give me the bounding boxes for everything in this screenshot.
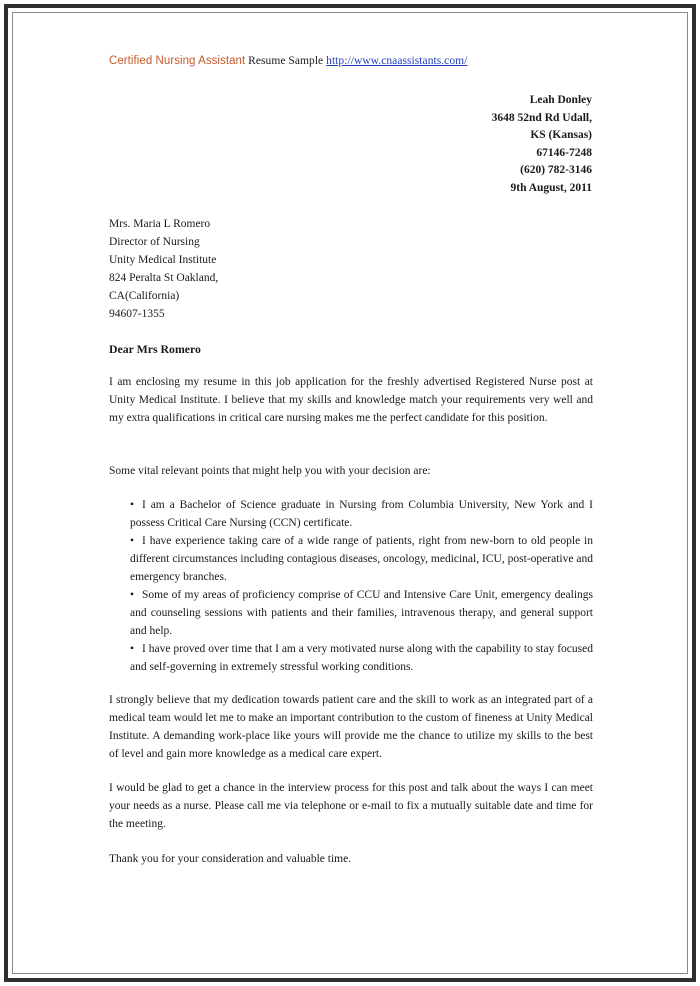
sender-address-block — [492, 92, 592, 198]
recipient-state: CA(California) — [109, 290, 180, 302]
sender-name: Leah Donley — [529, 94, 592, 106]
site-name: Certified Nursing Assistant — [109, 55, 246, 67]
recipient-title: Director of Nursing — [109, 236, 200, 248]
recipient-address-block — [109, 215, 218, 323]
sender-zip: 67146-7248 — [536, 146, 592, 159]
list-item-text: I have experience taking care of a wide range of patients, right from new-born to old people in different circumstances including contagious diseases, oncology, medicinal, ICU, post-operative and emergency branches. — [130, 535, 593, 583]
list-item-text: I have proved over time that I am a very motivated nurse along with the capability to stay focused and self-governing in extremely stressful working conditions. — [130, 643, 593, 673]
interview-paragraph: I would be glad to get a chance in the interview process for this post and talk about the ways I can meet your needs as a nurse. Please call me via telephone or e-mail to fix a mutually suitable date and time for the meeting. — [109, 782, 593, 830]
recipient-street: 824 Peralta St Oakland, — [109, 272, 219, 284]
recipient-org: Unity Medical Institute — [109, 254, 217, 266]
salutation: Dear Mrs Romero — [109, 342, 201, 356]
list-item — [109, 532, 593, 586]
bullet-icon: • — [130, 589, 135, 601]
dedication-paragraph: I strongly believe that my dedication towards patient care and the skill to work as an integrated part of a medical team would let me to make an important contribution to the custom of fineness at Unity Medical Institute. A demanding work-place like yours will provide me the chance to utilize my skills to the best of level and gain more knowledge as a medical care expert. — [109, 694, 593, 760]
doc-type: Resume Sample — [245, 55, 327, 67]
bullet-icon: • — [130, 535, 135, 547]
bullet-icon: • — [130, 643, 135, 655]
list-item — [109, 640, 593, 676]
site-link[interactable]: http://www.cnaassistants.com/ — [326, 55, 468, 67]
list-item — [109, 586, 593, 640]
closing-line: Thank you for your consideration and valuable time. — [109, 853, 352, 865]
intro-paragraph: I am enclosing my resume in this job application for the freshly advertised Registered Nurse post at Unity Medical Institute. I believe that my skills and knowledge match your requirements very well and my extra qualifications in critical care nursing makes me the perfect candidate for this position. — [109, 376, 593, 424]
sender-street: 3648 52nd Rd Udall, — [491, 111, 592, 124]
qualification-list — [109, 496, 593, 676]
sender-state: KS (Kansas) — [530, 129, 592, 142]
recipient-name: Mrs. Maria L Romero — [109, 218, 211, 230]
bullet-icon: • — [130, 499, 135, 511]
list-item — [109, 496, 593, 532]
sender-phone: (620) 782-3146 — [520, 164, 592, 177]
document-header — [109, 55, 467, 67]
letter-date: 9th August, 2011 — [510, 181, 592, 194]
points-intro-paragraph: Some vital relevant points that might help you with your decision are: — [109, 465, 431, 477]
list-item-text: I am a Bachelor of Science graduate in Nursing from Columbia University, New York and I possess Critical Care Nursing (CCN) certificate. — [130, 499, 593, 529]
list-item-text: Some of my areas of proficiency comprise of CCU and Intensive Care Unit, emergency dealings and counseling sessions with patients and their families, intravenous therapy, and general support and help. — [130, 589, 593, 637]
recipient-zip: 94607-1355 — [109, 308, 165, 320]
